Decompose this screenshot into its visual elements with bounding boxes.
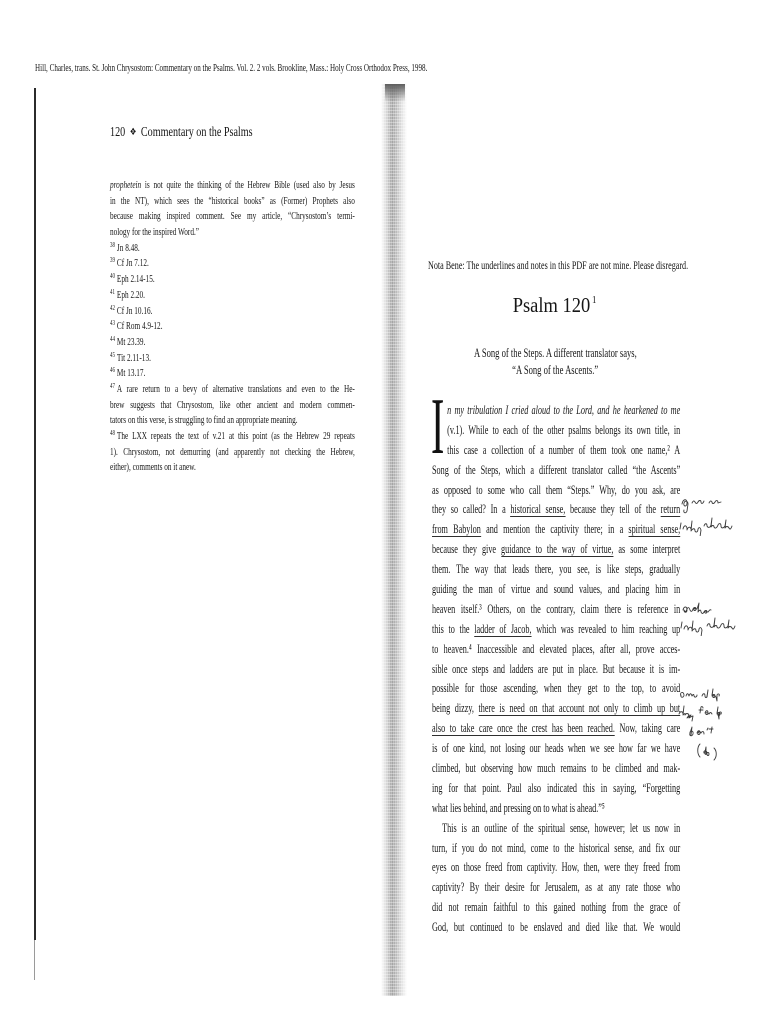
- body-line: [432, 400, 680, 420]
- text-run: did not remain faithful to this gained nothing from the grace of: [432, 899, 681, 915]
- underlined-phrase: from Babylon: [432, 521, 481, 537]
- text-run: Jn 8.48.: [116, 241, 140, 254]
- body-line: [432, 778, 680, 798]
- subtitle-line: [405, 344, 705, 361]
- handwriting-stroke: [692, 501, 704, 504]
- psalm-subtitle: [405, 344, 705, 378]
- body-line: [432, 818, 680, 838]
- footnote-line: [110, 241, 355, 257]
- body-line: [432, 519, 680, 539]
- footnote-line: [110, 225, 355, 241]
- body-line: [432, 599, 680, 619]
- body-line: [432, 539, 680, 559]
- footnote-number: 47: [110, 380, 115, 390]
- text-run: they so called? In a: [432, 501, 511, 517]
- body-line: [432, 619, 680, 639]
- footnote-line: [110, 319, 355, 335]
- text-run: tators on this verse, is struggling to find an appropriate meaning.: [110, 414, 298, 427]
- handwriting-stroke: [681, 621, 702, 636]
- footnote-number: 45: [110, 349, 115, 359]
- body-line: [432, 480, 680, 500]
- text-run: this to the: [432, 620, 475, 636]
- footnote-number: 42: [110, 302, 115, 312]
- footnote-line: [110, 288, 355, 304]
- footnote-line: [110, 256, 355, 272]
- text-run: ing for that point. Paul also indicated this in saying, “Forgetting: [432, 779, 681, 795]
- footnote-number: 43: [110, 318, 115, 328]
- footnote-line: [110, 445, 355, 461]
- text-run: climbed, but observing how much remains to be climbed and mak-: [432, 760, 681, 776]
- footnote-line: [110, 194, 355, 210]
- text-run: Cf Rom 4.9-12.: [116, 320, 163, 333]
- italic-text: n my tribulation I cried aloud to the Lord, and he hearkened to me: [447, 402, 681, 417]
- text-run: (v.1). While to each of the other psalms belongs its own title, in: [447, 421, 681, 437]
- body-line: [432, 917, 680, 937]
- psalm-title: [405, 292, 705, 318]
- text-run: Song of the Steps, which a different translator called “the Ascents”: [432, 461, 681, 477]
- text-run: eyes on those freed from captivity. How, then, were they freed from: [432, 859, 681, 875]
- running-head-title: Commentary on the Psalms: [140, 124, 253, 139]
- body-line: [432, 659, 680, 679]
- body-line: [432, 499, 680, 519]
- footnote-line: [110, 429, 355, 445]
- citation-line: Hill, Charles, trans. St. John Chrysostom: Commentary on the Psalms. Vol. 2. 2 vols. Brookline, Mass.: Holy Cross Orthodox Press, 1998.: [35, 62, 428, 74]
- subtitle-text: “A Song of the Ascents.”: [511, 362, 599, 377]
- text-run: Cf Jn 10.16.: [116, 304, 153, 317]
- body-line: [432, 838, 680, 858]
- psalm-title-label: Psalm 120: [513, 293, 591, 317]
- footnote-number: 39: [110, 255, 115, 265]
- handwriting-stroke: [690, 727, 713, 736]
- footnote-line: [110, 335, 355, 351]
- subtitle-line: [405, 361, 705, 378]
- underlined-phrase: ladder of Jacob,: [474, 620, 532, 636]
- body-line: [432, 897, 680, 917]
- text-run: being dizzy,: [432, 700, 479, 716]
- footnote-marker: 1: [592, 295, 597, 306]
- handwriting-stroke: [682, 500, 688, 513]
- body-line: [432, 718, 680, 738]
- body-line: [432, 877, 680, 897]
- page-number: 120: [110, 124, 126, 139]
- handwriting-stroke: [698, 744, 717, 760]
- underlined-phrase: spiritual sense,: [628, 521, 681, 537]
- footnote-line: [110, 366, 355, 382]
- text-run: Cf Jn 7.12.: [116, 257, 149, 270]
- text-run: Mt 23.39.: [116, 335, 146, 348]
- text-run: The LXX repeats the text of v.21 at this point (as the Hebrew 29 repeats: [116, 430, 355, 442]
- book-gutter-shadow: [381, 84, 407, 996]
- text-run: as opposed to some who call them “Steps.” Why, do you ask, are: [432, 481, 681, 497]
- text-run: Mt 13.17.: [116, 367, 146, 380]
- text-run: A rare return to a bevy of alternative translations and even to the He-: [116, 382, 355, 395]
- running-head: [110, 124, 253, 142]
- footnote-number: 41: [110, 286, 115, 296]
- footnote-number: 48: [110, 428, 115, 437]
- footnote-line: [110, 382, 355, 398]
- underlined-phrase: return: [660, 501, 681, 517]
- footnotes-block: [110, 178, 355, 476]
- page-edge-line-tail: [34, 940, 35, 980]
- nota-bene-note: Nota Bene: The underlines and notes in this PDF are not mine. Please disregard.: [428, 258, 689, 272]
- text-run: is not quite the thinking of the Hebrew Bible (used also by Jesus: [141, 179, 355, 191]
- text-run: God, but continued to be enslaved and died like that. We would: [432, 919, 681, 935]
- body-line: [432, 460, 680, 480]
- footnote-line: [110, 413, 355, 429]
- handwriting-stroke: [681, 689, 720, 701]
- text-run: this case a collection of a number of them took one name,² A: [447, 441, 681, 457]
- text-run: which was revealed to him reaching up: [531, 620, 681, 636]
- footnote-line: [110, 209, 355, 225]
- text-run: Eph 2.20.: [116, 288, 145, 301]
- body-line: [432, 420, 680, 440]
- text-run: is of one kind, not losing our heads when we see how far we have: [432, 740, 681, 756]
- book-gutter-shadow-top: [385, 84, 405, 102]
- subtitle-text: A Song of the Steps. A different translator says,: [473, 345, 637, 360]
- footnote-line: [110, 304, 355, 320]
- text-run: in the NT), which sees the “historical books” as (Former) Prophets also: [110, 194, 355, 207]
- text-run: sible once steps and ladders are put in place. But because it is im-: [432, 660, 681, 676]
- handwritten-margin-note: [678, 492, 744, 536]
- text-run: nology for the inspired Word.”: [110, 226, 200, 239]
- body-text: [432, 400, 680, 937]
- handwritten-margin-note: [676, 684, 740, 768]
- handwritten-margin-note: [678, 598, 748, 636]
- text-run: heaven itself.³ Others, on the contrary, claim there is reference in: [432, 600, 681, 616]
- text-run: Eph 2.14-15.: [116, 273, 155, 286]
- text-run: possible for those ascending, when they get to the top, to avoid: [432, 680, 681, 696]
- footnote-number: 40: [110, 271, 115, 281]
- underlined-phrase: historical sense,: [510, 501, 566, 517]
- body-line: [432, 698, 680, 718]
- text-run: them. The way that leads there, you see, is like steps, gradually: [432, 561, 681, 577]
- body-line: [432, 798, 680, 818]
- italic-text: prophetein: [110, 179, 142, 191]
- footnote-line: [110, 178, 355, 194]
- text-run: Tit 2.11-13.: [116, 351, 151, 364]
- text-run: because making inspired comment. See my article, “Chrysostom’s termi-: [110, 210, 355, 223]
- footnote-line: [110, 351, 355, 367]
- handwriting-stroke: [680, 521, 701, 536]
- handwriting-stroke: [679, 706, 721, 721]
- body-line: [432, 678, 680, 698]
- footnote-line: [110, 272, 355, 288]
- text-run: Now, taking care: [614, 720, 681, 736]
- text-run: captivity? By their desire for Jerusalem, as at any rate those who: [432, 879, 681, 895]
- drop-cap: I: [431, 383, 445, 471]
- body-line: [432, 579, 680, 599]
- footnote-number: 46: [110, 365, 115, 375]
- ornament-icon: ❖: [129, 127, 137, 138]
- text-run: because they give: [432, 541, 502, 557]
- text-run: and mention the captivity there; in a: [480, 521, 629, 537]
- handwriting-stroke: [704, 518, 732, 529]
- page-edge-line: [34, 88, 36, 940]
- text-run: because they tell of the: [565, 501, 661, 517]
- text-run: brew suggests that Chrysostom, like other ancient and modern commen-: [110, 398, 355, 411]
- footnote-number: 38: [110, 239, 115, 249]
- text-run: what lies behind, and pressing on to what is ahead.”⁵: [432, 799, 605, 815]
- text-run: either), comments on it anew.: [110, 461, 196, 474]
- text-run: 1). Chrysostom, not demurring (and apparently not checking the Hebrew,: [110, 445, 355, 458]
- footnote-number: 44: [110, 333, 115, 343]
- underlined-phrase: also to take care once the crest has been reached.: [432, 720, 615, 736]
- text-run: to heaven.⁴ Inaccessible and elevated places, after all, prove acces-: [432, 640, 681, 656]
- text-run: turn, if you do not mind, come to the historical sense, and fix our: [432, 839, 681, 855]
- body-line: [432, 440, 680, 460]
- psalm-title-text: [513, 292, 597, 318]
- underlined-phrase: guidance to the way of virtue,: [501, 541, 614, 557]
- footnote-line: [110, 460, 355, 476]
- text-run: as some interpret: [613, 541, 681, 557]
- body-line: [432, 559, 680, 579]
- text-run: This is an outline of the spiritual sense, however; let us now in: [442, 819, 681, 835]
- text-run: guiding the man of virtue and sound values, and placing him in: [432, 581, 681, 597]
- underlined-phrase: there is need on that account not only to climb up but: [478, 700, 681, 716]
- footnote-line: [110, 398, 355, 414]
- body-line: [432, 639, 680, 659]
- handwriting-stroke: [709, 501, 721, 504]
- handwriting-stroke: [683, 603, 711, 614]
- handwriting-stroke: [707, 618, 735, 629]
- body-line: [432, 738, 680, 758]
- body-line: [432, 758, 680, 778]
- body-line: [432, 857, 680, 877]
